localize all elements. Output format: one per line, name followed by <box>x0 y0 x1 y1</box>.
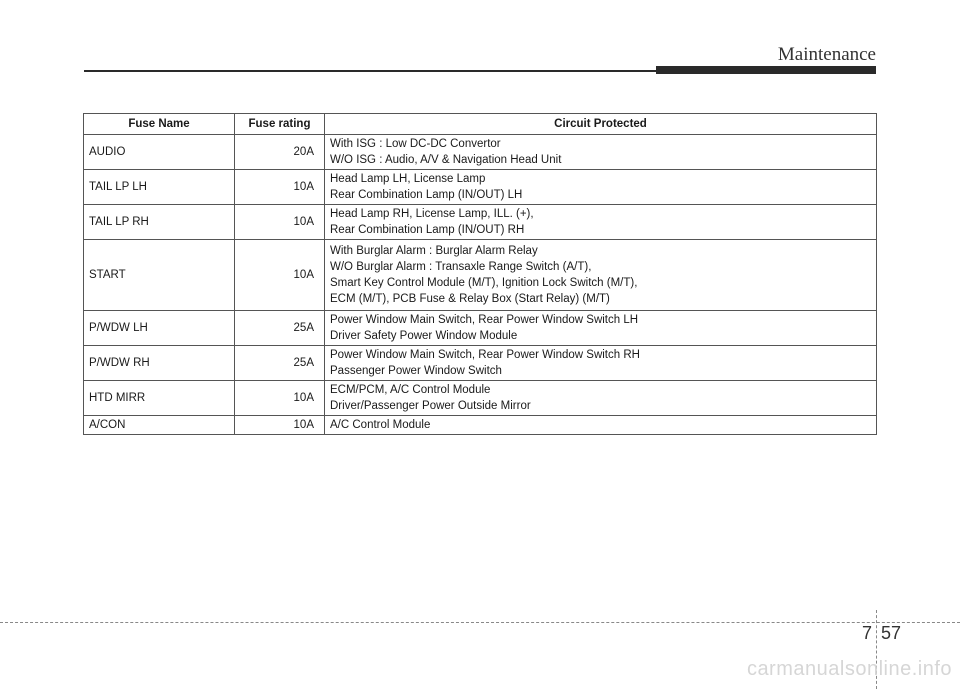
circuit-line: Head Lamp RH, License Lamp, ILL. (+), <box>330 208 534 220</box>
header-rule <box>84 70 656 72</box>
fuse-rating-cell: 25A <box>235 311 325 346</box>
circuit-cell <box>325 205 877 240</box>
circuit-line: W/O ISG : Audio, A/V & Navigation Head Unit <box>330 154 562 166</box>
fuse-name-cell: P/WDW LH <box>84 311 235 346</box>
circuit-line: A/C Control Module <box>330 419 431 431</box>
fuse-rating-cell: 20A <box>235 135 325 170</box>
column-header-circuit-protected: Circuit Protected <box>325 114 877 135</box>
circuit-cell <box>325 135 877 170</box>
circuit-cell <box>325 416 877 435</box>
circuit-line: Driver/Passenger Power Outside Mirror <box>330 400 531 412</box>
column-header-fuse-rating: Fuse rating <box>235 114 325 135</box>
table-row <box>84 416 877 435</box>
circuit-line: Power Window Main Switch, Rear Power Window Switch LH <box>330 314 639 326</box>
fuse-name-cell: START <box>84 240 235 311</box>
fuse-rating-cell: 10A <box>235 170 325 205</box>
circuit-cell <box>325 346 877 381</box>
circuit-line: Head Lamp LH, License Lamp <box>330 173 486 185</box>
circuit-line: Driver Safety Power Window Module <box>330 330 518 342</box>
table-header-row <box>84 114 877 135</box>
fuse-rating-cell: 10A <box>235 381 325 416</box>
table-row <box>84 170 877 205</box>
circuit-line: With Burglar Alarm : Burglar Alarm Relay <box>330 245 538 257</box>
circuit-line: ECM/PCM, A/C Control Module <box>330 384 491 396</box>
fuse-name-cell: TAIL LP RH <box>84 205 235 240</box>
fuse-name-cell: AUDIO <box>84 135 235 170</box>
table-row <box>84 240 877 311</box>
circuit-line: With ISG : Low DC-DC Convertor <box>330 138 501 150</box>
circuit-cell <box>325 170 877 205</box>
table-row <box>84 311 877 346</box>
section-title: Maintenance <box>777 44 876 65</box>
circuit-cell <box>325 311 877 346</box>
circuit-line: Rear Combination Lamp (IN/OUT) RH <box>330 224 525 236</box>
fuse-name-cell: P/WDW RH <box>84 346 235 381</box>
table-row <box>84 205 877 240</box>
circuit-line: Rear Combination Lamp (IN/OUT) LH <box>330 189 523 201</box>
circuit-line: ECM (M/T), PCB Fuse & Relay Box (Start Relay) (M/T) <box>330 293 610 305</box>
circuit-line: Power Window Main Switch, Rear Power Window Switch RH <box>330 349 640 361</box>
fuse-rating-cell: 10A <box>235 240 325 311</box>
circuit-cell <box>325 240 877 311</box>
circuit-cell <box>325 381 877 416</box>
header-rule-accent <box>656 66 876 74</box>
circuit-line: W/O Burglar Alarm : Transaxle Range Switch (A/T), <box>330 261 592 273</box>
fuse-rating-cell: 10A <box>235 205 325 240</box>
table-row <box>84 135 877 170</box>
fuse-rating-cell: 10A <box>235 416 325 435</box>
fuse-name-cell: TAIL LP LH <box>84 170 235 205</box>
page-number: 57 <box>881 623 902 643</box>
watermark: carmanualsonline.info <box>746 658 952 680</box>
chapter-number: 7 <box>861 623 872 643</box>
fuse-table <box>83 113 877 435</box>
fuse-name-cell: HTD MIRR <box>84 381 235 416</box>
fuse-name-cell: A/CON <box>84 416 235 435</box>
column-header-fuse-name: Fuse Name <box>84 114 235 135</box>
circuit-line: Smart Key Control Module (M/T), Ignition Lock Switch (M/T), <box>330 277 638 289</box>
fuse-rating-cell: 25A <box>235 346 325 381</box>
circuit-line: Passenger Power Window Switch <box>330 365 502 377</box>
table-row <box>84 381 877 416</box>
footer-rule <box>0 622 960 623</box>
table-row <box>84 346 877 381</box>
